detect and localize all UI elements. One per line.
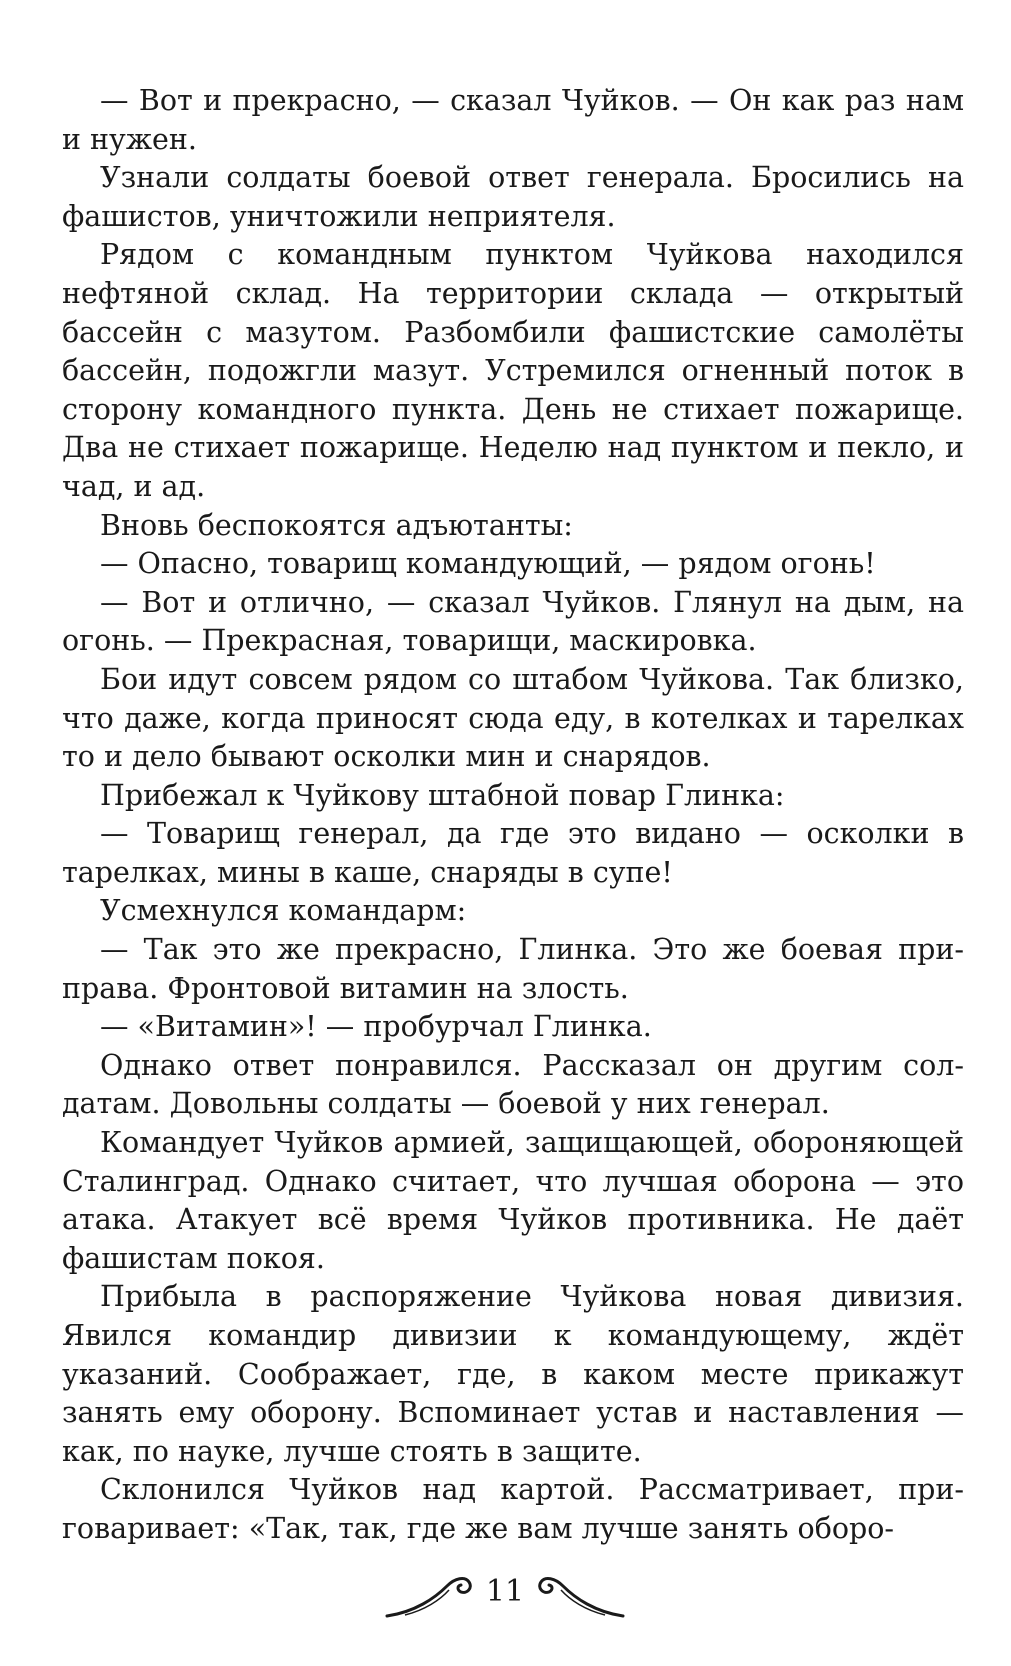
paragraph: — Так это же прекрасно, Глинка. Это же боевая приправа. Фронтовой витамин на злость. <box>62 933 964 1005</box>
paragraph: Однако ответ понравился. Рассказал он другим солдатам. Довольны солдаты — боевой у них генерал. <box>62 1048 964 1121</box>
paragraph: Узнали солдаты боевой ответ генерала. Бросились на фашистов, уничтожили неприятеля. <box>62 161 964 233</box>
paragraph: — «Витамин»! — пробурчал Глинка. <box>100 1010 652 1044</box>
paragraph: Командует Чуйков армией, защищающей, обороняющей Сталинград. Однако считает, что лучшая оборона — это атака. Атакует всё время Чуйков противника. Не даёт фашистам покоя. <box>62 1126 964 1275</box>
paragraph: Прибыла в распоряжение Чуйкова новая дивизия. Явился командир дивизии к командующему, ждёт указаний. Соображает, где, в каком месте прикажут занять ему оборону. Вспоминает устав и наставления — как, по науке, лучше стоять в защите. <box>62 1280 964 1468</box>
paragraph: — Вот и прекрасно, — сказал Чуйков. — Он как раз нам и нужен. <box>62 84 964 156</box>
paragraph: Бои идут совсем рядом со штабом Чуйкова. Так близко, что даже, когда приносят сюда еду, в котелках и тарелках то и дело бывают осколки мин и снарядов. <box>62 662 964 774</box>
paragraph: — Товарищ генерал, да где это видано — осколки в тарелках, мины в каше, снаряды в супе! <box>62 817 964 889</box>
paragraph: — Опасно, товарищ командующий, — рядом огонь! <box>100 547 876 581</box>
paragraph: Усмехнулся командарм: <box>100 894 467 928</box>
page-footer <box>0 1566 1011 1626</box>
page-number: 11 <box>485 1574 525 1609</box>
paragraph: Вновь беспокоятся адъютанты: <box>100 508 573 542</box>
paragraph: Склонился Чуйков над картой. Рассматривает, приговаривает: «Так, так, где же вам лучше занять оборо- <box>62 1473 964 1545</box>
paragraph: — Вот и отлично, — сказал Чуйков. Глянул на дым, на огонь. — Прекрасная, товарищи, маскировка. <box>62 585 964 658</box>
paragraph: Прибежал к Чуйкову штабной повар Глинка: <box>100 778 785 812</box>
body-text <box>62 82 964 1549</box>
paragraph: Рядом с командным пунктом Чуйкова находился нефтяной склад. На территории склада — открытый бассейн с мазутом. Разбомбили фашистские самолёты бассейн, подожгли мазут. Устремился огненный поток в сторону командного пункта. День не стихает пожарище. Два не стихает пожарище. Неделю над пунктом и пекло, и чад, и ад. <box>62 238 964 503</box>
